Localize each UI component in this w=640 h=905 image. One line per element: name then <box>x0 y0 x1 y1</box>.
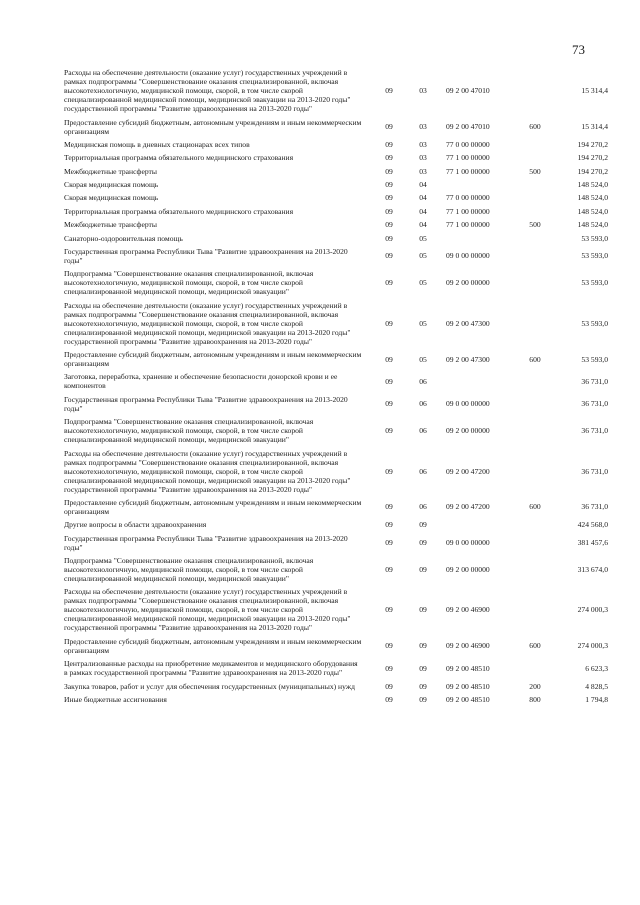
row-section-code: 09 <box>385 520 393 530</box>
row-expense-type-code <box>520 518 550 531</box>
table-row <box>64 370 608 392</box>
row-subsection-code: 05 <box>419 251 427 261</box>
row-subsection-code: 09 <box>419 538 427 548</box>
row-subsection-code: 09 <box>419 605 427 615</box>
row-target-article-code: 09 2 00 48510 <box>446 663 490 673</box>
row-section-code: 09 <box>385 502 393 512</box>
row-subsection-code: 03 <box>419 86 427 96</box>
row-amount: 53 593,0 <box>581 354 608 364</box>
row-section-code: 09 <box>385 376 393 386</box>
row-description: Подпрограмма "Совершенствование оказания специализированной, включая высокотехнологичную, медицинской помощи, скорой, в том числе скорой специализированной медицинской помощи, медицинской эвакуации" <box>64 556 314 584</box>
row-target-article-code <box>440 518 520 531</box>
row-section-code: 09 <box>385 694 393 704</box>
row-description: Государственная программа Республики Тыва "Развитие здравоохранения на 2013-2020 годы" <box>64 246 348 265</box>
row-amount: 15 314,4 <box>581 122 608 132</box>
row-expense-type-code <box>520 446 550 495</box>
row-section-code: 09 <box>385 605 393 615</box>
row-amount: 148 524,0 <box>577 193 608 203</box>
row-amount: 53 593,0 <box>581 278 608 288</box>
table-row <box>64 205 608 218</box>
row-amount: 194 270,2 <box>577 139 608 149</box>
row-section-code: 09 <box>385 318 393 328</box>
row-subsection-code: 03 <box>419 139 427 149</box>
row-expense-type-code <box>520 532 550 554</box>
table-row <box>64 446 608 495</box>
row-target-article-code: 09 2 00 47010 <box>446 86 490 96</box>
row-description: Предоставление субсидий бюджетным, автономным учреждениям и иным некоммерческим организациям <box>64 636 362 655</box>
table-row <box>64 165 608 178</box>
row-section-code: 09 <box>385 663 393 673</box>
row-section-code: 09 <box>385 565 393 575</box>
row-subsection-code: 05 <box>419 278 427 288</box>
row-target-article-code: 09 2 00 48510 <box>446 694 490 704</box>
row-description: Территориальная программа обязательного медицинского страхования <box>64 206 294 216</box>
table-row <box>64 115 608 137</box>
row-subsection-code: 09 <box>419 663 427 673</box>
row-amount: 194 270,2 <box>577 166 608 176</box>
row-section-code: 09 <box>385 538 393 548</box>
table-row <box>64 496 608 518</box>
row-subsection-code: 06 <box>419 466 427 476</box>
row-description: Скорая медицинская помощь <box>64 180 159 190</box>
row-target-article-code: 09 0 00 00000 <box>446 251 490 261</box>
row-subsection-code: 03 <box>419 166 427 176</box>
row-target-article-code <box>440 370 520 392</box>
row-section-code: 09 <box>385 166 393 176</box>
row-description: Иные бюджетные ассигнования <box>64 694 167 704</box>
row-amount: 148 524,0 <box>577 220 608 230</box>
row-subsection-code: 03 <box>419 122 427 132</box>
row-description: Подпрограмма "Совершенствование оказания специализированной, включая высокотехнологичную, медицинской помощи, скорой, в том числе скорой специализированной медицинской помощи, медицинской эвакуации" <box>64 269 314 297</box>
row-amount: 36 731,0 <box>581 376 608 386</box>
row-amount: 53 593,0 <box>581 251 608 261</box>
row-section-code: 09 <box>385 251 393 261</box>
row-target-article-code <box>440 231 520 244</box>
row-subsection-code: 04 <box>419 193 427 203</box>
row-amount: 274 000,3 <box>577 605 608 615</box>
row-subsection-code: 05 <box>419 318 427 328</box>
row-description: Скорая медицинская помощь <box>64 193 159 203</box>
table-row <box>64 554 608 585</box>
row-description: Расходы на обеспечение деятельности (оказание услуг) государственных учреждений в рамках подпрограммы "Совершенствование оказания специализированной, включая высокотехнологичную, медицинской помощи, скорой, в том числе скорой специализированной медицинской помощи, медицинской эвакуации на 2013-2020 годы" государственной программы "Развитие здравоохранения на 2013-2020 годы" <box>64 587 351 633</box>
row-section-code: 09 <box>385 278 393 288</box>
row-target-article-code: 77 0 00 00000 <box>446 193 490 203</box>
row-target-article-code: 77 0 00 00000 <box>446 139 490 149</box>
row-description: Подпрограмма "Совершенствование оказания специализированной, включая высокотехнологичную, медицинской помощи, скорой, в том числе скорой специализированной медицинской помощи, медицинской эвакуации" <box>64 417 314 445</box>
row-subsection-code: 09 <box>419 641 427 651</box>
row-description: Предоставление субсидий бюджетным, автономным учреждениям и иным некоммерческим организациям <box>64 350 362 369</box>
row-description: Межбюджетные трансферты <box>64 166 157 176</box>
row-section-code: 09 <box>385 354 393 364</box>
row-amount: 194 270,2 <box>577 153 608 163</box>
row-expense-type-code <box>520 178 550 191</box>
table-row <box>64 245 608 267</box>
row-amount: 36 731,0 <box>581 426 608 436</box>
row-target-article-code: 77 1 00 00000 <box>446 166 490 176</box>
row-amount: 36 731,0 <box>581 466 608 476</box>
row-amount: 274 000,3 <box>577 641 608 651</box>
table-row <box>64 218 608 231</box>
row-expense-type-code <box>520 191 550 204</box>
row-target-article-code <box>440 178 520 191</box>
row-description: Другие вопросы в области здравоохранения <box>64 520 207 530</box>
row-section-code: 09 <box>385 466 393 476</box>
row-expense-type-code <box>520 370 550 392</box>
budget-table <box>64 66 608 706</box>
row-target-article-code: 77 1 00 00000 <box>446 153 490 163</box>
row-expense-type-code <box>520 554 550 585</box>
row-amount: 36 731,0 <box>581 399 608 409</box>
row-subsection-code: 09 <box>419 565 427 575</box>
table-row <box>64 693 608 706</box>
row-description: Заготовка, переработка, хранение и обеспечение безопасности донорской крови и ее компонентов <box>64 372 338 391</box>
row-expense-type-code <box>520 415 550 446</box>
row-amount: 36 731,0 <box>581 502 608 512</box>
table-row <box>64 679 608 692</box>
row-section-code: 09 <box>385 426 393 436</box>
row-expense-type-code: 200 <box>529 681 541 691</box>
row-section-code: 09 <box>385 193 393 203</box>
row-target-article-code: 09 2 00 48510 <box>446 681 490 691</box>
row-section-code: 09 <box>385 233 393 243</box>
row-target-article-code: 09 2 00 47010 <box>446 122 490 132</box>
page-number: 73 <box>572 42 585 57</box>
row-expense-type-code <box>520 657 550 679</box>
budget-table-body <box>64 66 608 706</box>
row-amount: 313 674,0 <box>577 565 608 575</box>
table-row <box>64 348 608 370</box>
row-expense-type-code: 600 <box>529 641 541 651</box>
table-row <box>64 191 608 204</box>
row-description: Предоставление субсидий бюджетным, автономным учреждениям и иным некоммерческим организациям <box>64 497 362 516</box>
row-expense-type-code <box>520 151 550 164</box>
row-target-article-code: 09 2 00 47300 <box>446 318 490 328</box>
table-row <box>64 231 608 244</box>
row-amount: 424 568,0 <box>577 520 608 530</box>
row-expense-type-code <box>520 585 550 634</box>
row-section-code: 09 <box>385 86 393 96</box>
row-description: Межбюджетные трансферты <box>64 220 157 230</box>
row-target-article-code: 09 2 00 00000 <box>446 426 490 436</box>
table-row <box>64 585 608 634</box>
row-section-code: 09 <box>385 206 393 216</box>
row-amount: 15 314,4 <box>581 86 608 96</box>
row-expense-type-code: 500 <box>529 166 541 176</box>
row-description: Предоставление субсидий бюджетным, автономным учреждениям и иным некоммерческим организациям <box>64 117 362 136</box>
row-subsection-code: 06 <box>419 502 427 512</box>
row-amount: 1 794,8 <box>585 694 608 704</box>
row-expense-type-code <box>520 299 550 348</box>
row-description: Централизованные расходы на приобретение медикаментов и медицинского оборудования в рамках государственной программы "Развитие здравоохранения на 2013-2020 годы" <box>64 659 358 678</box>
row-subsection-code: 05 <box>419 354 427 364</box>
row-expense-type-code <box>520 231 550 244</box>
row-section-code: 09 <box>385 220 393 230</box>
row-expense-type-code <box>520 393 550 415</box>
row-description: Расходы на обеспечение деятельности (оказание услуг) государственных учреждений в рамках подпрограммы "Совершенствование оказания специализированной, включая высокотехнологичную, медицинской помощи, скорой, в том числе скорой специализированной медицинской помощи, медицинской эвакуации на 2013-2020 годы" государственной программы "Развитие здравоохранения на 2013-2020 годы" <box>64 300 351 346</box>
row-target-article-code: 09 0 00 00000 <box>446 538 490 548</box>
table-row <box>64 532 608 554</box>
row-amount: 148 524,0 <box>577 206 608 216</box>
row-subsection-code: 03 <box>419 153 427 163</box>
row-section-code: 09 <box>385 399 393 409</box>
row-section-code: 09 <box>385 180 393 190</box>
table-row <box>64 393 608 415</box>
row-amount: 148 524,0 <box>577 180 608 190</box>
row-expense-type-code <box>520 205 550 218</box>
row-expense-type-code: 600 <box>529 502 541 512</box>
row-subsection-code: 06 <box>419 376 427 386</box>
row-target-article-code: 77 1 00 00000 <box>446 220 490 230</box>
row-subsection-code: 04 <box>419 206 427 216</box>
row-target-article-code: 09 2 00 47300 <box>446 354 490 364</box>
row-subsection-code: 04 <box>419 220 427 230</box>
row-expense-type-code <box>520 66 550 115</box>
row-subsection-code: 04 <box>419 180 427 190</box>
row-section-code: 09 <box>385 153 393 163</box>
row-target-article-code: 09 2 00 47200 <box>446 502 490 512</box>
row-description: Расходы на обеспечение деятельности (оказание услуг) государственных учреждений в рамках подпрограммы "Совершенствование оказания специализированной, включая высокотехнологичную, медицинской помощи, скорой, в том числе скорой специализированной медицинской помощи, медицинской эвакуации на 2013-2020 годы" государственной программы "Развитие здравоохранения на 2013-2020 годы" <box>64 68 351 114</box>
row-amount: 4 828,5 <box>585 681 608 691</box>
table-row <box>64 138 608 151</box>
row-expense-type-code: 600 <box>529 354 541 364</box>
row-target-article-code: 09 2 00 00000 <box>446 278 490 288</box>
row-amount: 6 623,3 <box>585 663 608 673</box>
row-expense-type-code: 800 <box>529 694 541 704</box>
row-expense-type-code <box>520 138 550 151</box>
row-expense-type-code: 600 <box>529 122 541 132</box>
row-section-code: 09 <box>385 681 393 691</box>
row-description: Закупка товаров, работ и услуг для обеспечения государственных (муниципальных) нужд <box>64 681 355 691</box>
row-amount: 381 457,6 <box>577 538 608 548</box>
row-section-code: 09 <box>385 122 393 132</box>
row-amount: 53 593,0 <box>581 318 608 328</box>
row-section-code: 09 <box>385 641 393 651</box>
row-description: Территориальная программа обязательного медицинского страхования <box>64 153 294 163</box>
row-description: Государственная программа Республики Тыва "Развитие здравоохранения на 2013-2020 годы" <box>64 394 348 413</box>
row-subsection-code: 09 <box>419 694 427 704</box>
row-description: Медицинская помощь в дневных стационарах всех типов <box>64 139 250 149</box>
row-target-article-code: 77 1 00 00000 <box>446 206 490 216</box>
table-row <box>64 178 608 191</box>
table-row <box>64 657 608 679</box>
row-description: Санаторно-оздоровительная помощь <box>64 233 183 243</box>
row-subsection-code: 06 <box>419 426 427 436</box>
row-amount: 53 593,0 <box>581 233 608 243</box>
table-row <box>64 415 608 446</box>
row-target-article-code: 09 2 00 00000 <box>446 565 490 575</box>
row-section-code: 09 <box>385 139 393 149</box>
row-expense-type-code <box>520 267 550 298</box>
row-expense-type-code: 500 <box>529 220 541 230</box>
table-row <box>64 66 608 115</box>
row-subsection-code: 06 <box>419 399 427 409</box>
row-expense-type-code <box>520 245 550 267</box>
row-description: Государственная программа Республики Тыва "Развитие здравоохранения на 2013-2020 годы" <box>64 533 348 552</box>
row-target-article-code: 09 2 00 46900 <box>446 641 490 651</box>
table-row <box>64 518 608 531</box>
row-subsection-code: 09 <box>419 520 427 530</box>
table-row <box>64 151 608 164</box>
row-subsection-code: 09 <box>419 681 427 691</box>
table-row <box>64 635 608 657</box>
row-description: Расходы на обеспечение деятельности (оказание услуг) государственных учреждений в рамках подпрограммы "Совершенствование оказания специализированной, включая высокотехнологичную, медицинской помощи, скорой, в том числе скорой специализированной медицинской помощи, медицинской эвакуации на 2013-2020 годы" государственной программы "Развитие здравоохранения на 2013-2020 годы" <box>64 448 351 494</box>
row-target-article-code: 09 2 00 46900 <box>446 605 490 615</box>
table-row <box>64 267 608 298</box>
row-target-article-code: 09 2 00 47200 <box>446 466 490 476</box>
table-row <box>64 299 608 348</box>
row-subsection-code: 05 <box>419 233 427 243</box>
row-target-article-code: 09 0 00 00000 <box>446 399 490 409</box>
